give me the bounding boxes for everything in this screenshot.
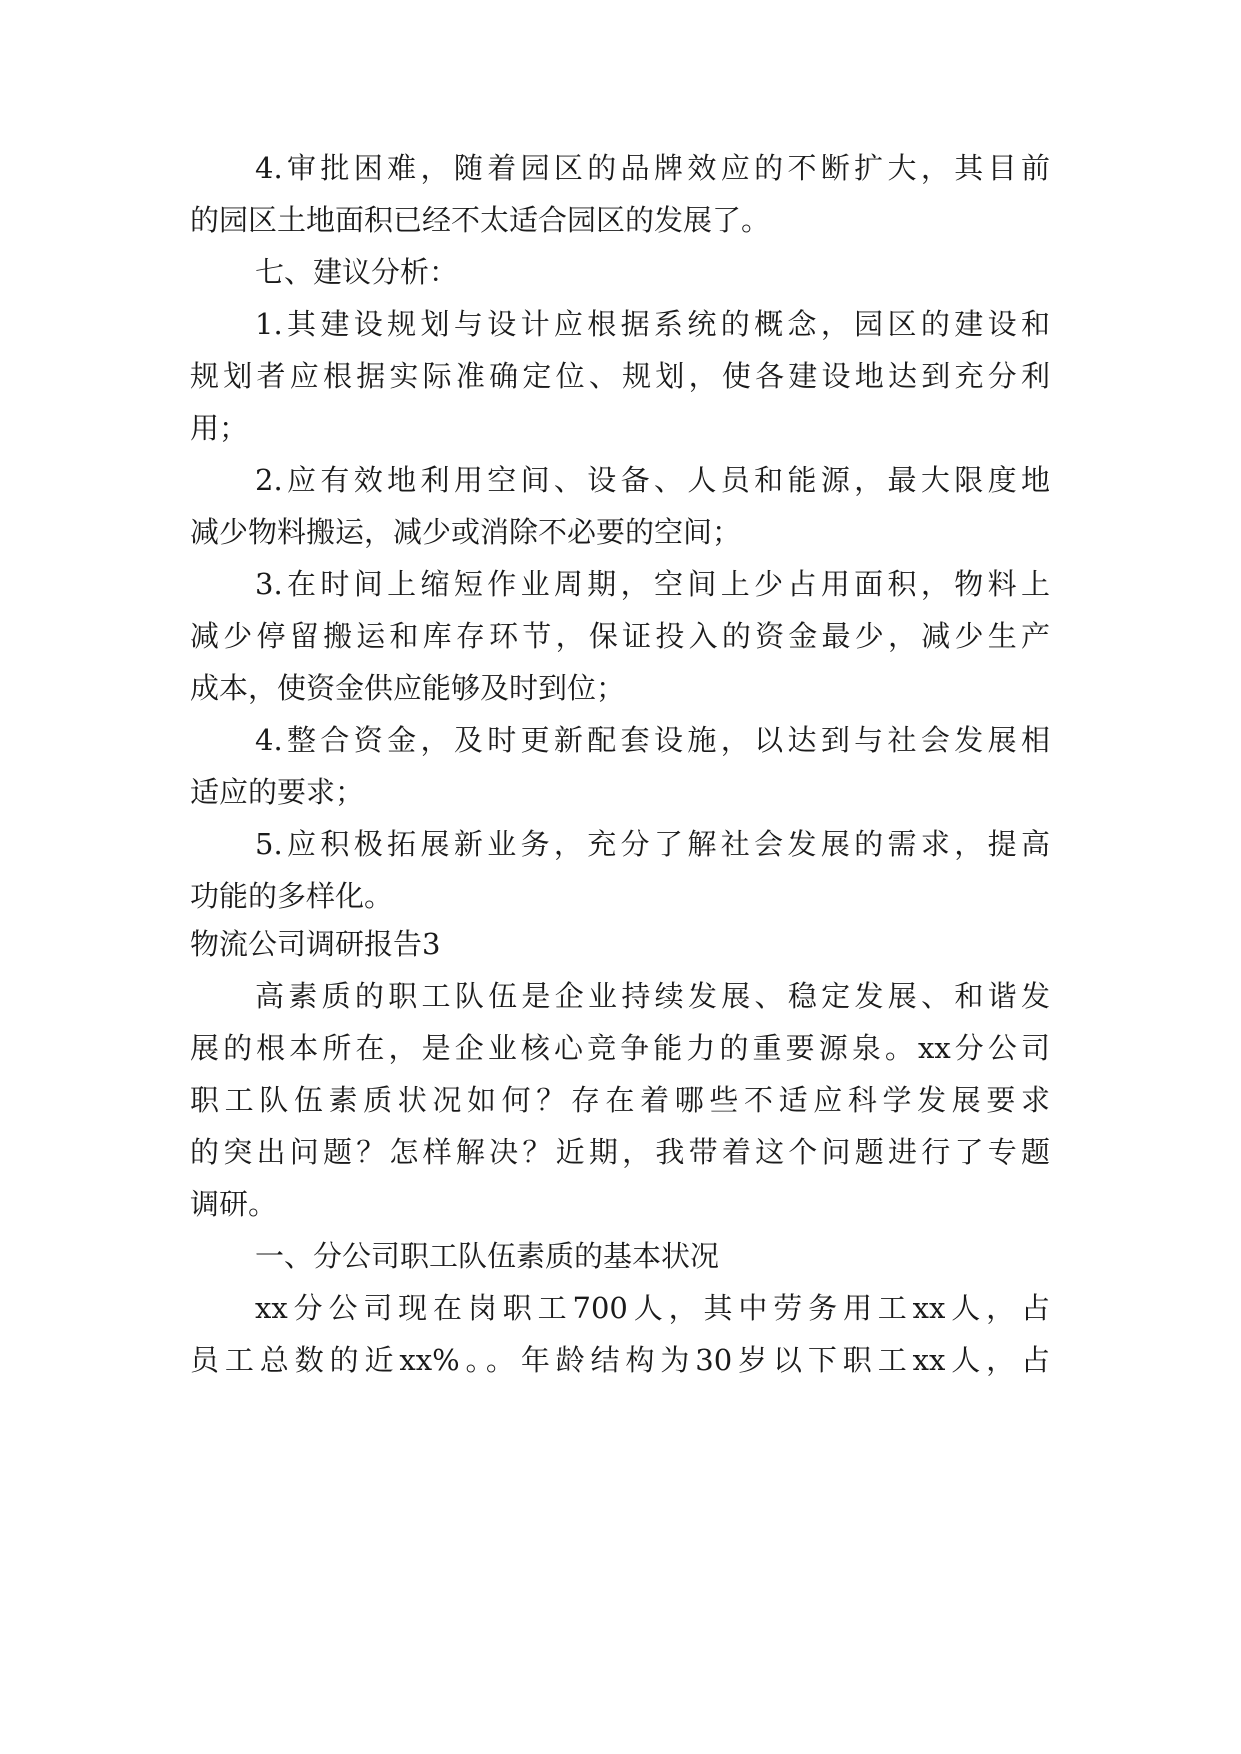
paragraph-line: 3.在时间上缩短作业周期，空间上少占用面积，物料上 [255,567,1050,601]
paragraph-line: 功能的多样化。 [190,879,394,913]
paragraph-line: xx分公司现在岗职工700人，其中劳务用工xx人，占 [255,1291,1050,1325]
paragraph-line: 适应的要求； [190,775,365,809]
paragraph-line: 员工总数的近xx%。。年龄结构为30岁以下职工xx人，占 [190,1343,1050,1377]
paragraph-line: 4.审批困难，随着园区的品牌效应的不断扩大，其目前 [255,151,1050,185]
paragraph-line: 减少停留搬运和库存环节，保证投入的资金最少，减少生产 [190,619,1050,653]
section-heading: 一、分公司职工队伍素质的基本状况 [255,1239,720,1273]
paragraph-line: 高素质的职工队伍是企业持续发展、稳定发展、和谐发 [255,979,1050,1013]
paragraph-line: 的突出问题？怎样解决？近期，我带着这个问题进行了专题 [190,1135,1050,1169]
paragraph-line: 5.应积极拓展新业务，充分了解社会发展的需求，提高 [255,827,1050,861]
report-title: 物流公司调研报告3 [190,927,441,961]
paragraph-line: 调研。 [190,1187,278,1221]
paragraph-line: 2.应有效地利用空间、设备、人员和能源，最大限度地 [255,463,1050,497]
paragraph-line: 用； [190,411,249,445]
paragraph-line: 规划者应根据实际准确定位、规划，使各建设地达到充分利 [190,359,1050,393]
paragraph-line: 1.其建设规划与设计应根据系统的概念，园区的建设和 [255,307,1050,341]
paragraph-line: 展的根本所在，是企业核心竞争能力的重要源泉。xx分公司 [190,1031,1050,1065]
paragraph-line: 成本，使资金供应能够及时到位； [190,671,626,705]
paragraph-line: 职工队伍素质状况如何？存在着哪些不适应科学发展要求 [190,1083,1050,1117]
paragraph-line: 的园区土地面积已经不太适合园区的发展了。 [190,203,771,237]
paragraph-line: 减少物料搬运，减少或消除不必要的空间； [190,515,742,549]
section-heading: 七、建议分析： [255,255,459,289]
paragraph-line: 4.整合资金，及时更新配套设施，以达到与社会发展相 [255,723,1050,757]
